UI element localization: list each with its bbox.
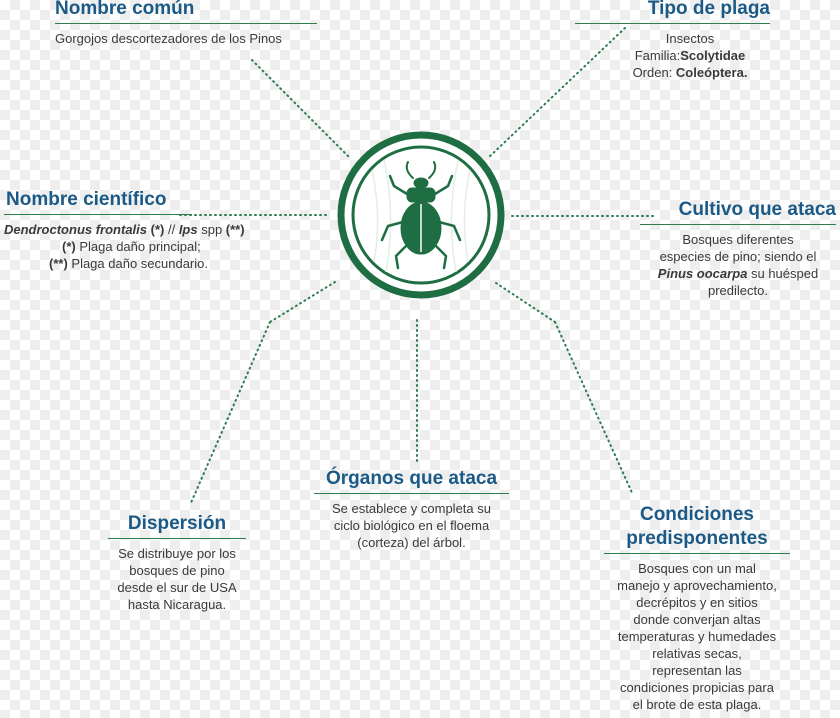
note2-text: Plaga daño secundario.	[67, 256, 208, 271]
node-title: Dispersión	[127, 513, 227, 534]
body-line: Se distribuye por los	[118, 546, 236, 561]
body-line-species	[4, 221, 284, 238]
node-organs-attacked	[314, 467, 509, 551]
node-body	[314, 500, 509, 551]
node-title: Condiciones	[639, 504, 754, 525]
node-title: Tipo de plaga	[647, 0, 770, 19]
node-body	[4, 221, 284, 272]
body-line: el brote de esta plaga.	[632, 697, 762, 712]
body-line: ciclo biológico en el floema	[333, 518, 490, 533]
body-line: representan las	[652, 663, 742, 678]
body-line: predilecto.	[708, 283, 768, 298]
note2-mark: (**)	[49, 256, 68, 271]
title-underline	[4, 214, 192, 215]
body-line: temperaturas y humedades	[617, 629, 777, 644]
body-line: donde converjan altas	[633, 612, 761, 627]
body-line: relativas secas,	[652, 646, 742, 661]
center-emblem	[341, 135, 501, 295]
note1-text: Plaga daño principal;	[75, 239, 201, 254]
body-line-family	[610, 47, 770, 64]
species-1-mark: (*)	[147, 222, 165, 237]
connector-predisposing	[496, 283, 555, 322]
body-line-host	[640, 265, 836, 282]
body-line: Gorgojos descortezadores de los Pinos	[55, 31, 282, 46]
body-line-note2	[4, 255, 284, 272]
node-dispersal	[108, 512, 246, 613]
body-line: hasta Nicaragua.	[127, 597, 227, 612]
body-line: Bosques diferentes	[682, 232, 794, 247]
order-value: Coleóptera.	[675, 65, 748, 80]
body-line-note1	[4, 238, 284, 255]
title-underline	[640, 224, 836, 225]
title-underline	[108, 538, 246, 539]
node-scientific-name	[4, 188, 284, 272]
node-common-name	[55, 0, 317, 47]
body-line: condiciones propicias para	[620, 680, 774, 695]
host-text: su huésped	[747, 266, 819, 281]
host-species: Pinus oocarpa	[657, 266, 748, 281]
species-2-mark: (**)	[225, 222, 245, 237]
node-predisposing	[604, 503, 790, 713]
family-label: Familia:	[634, 48, 681, 63]
body-line-order	[610, 64, 770, 81]
body-line: bosques de pino	[129, 563, 225, 578]
connector-dispersal	[270, 282, 335, 322]
title-underline	[55, 23, 317, 24]
body-line: especies de pino; siendo el	[659, 249, 817, 264]
body-line: Bosques con un mal	[638, 561, 756, 576]
body-line: desde el sur de USA	[117, 580, 237, 595]
title-underline	[314, 493, 509, 494]
connector-dispersal-long	[190, 322, 270, 505]
node-title-line2: predisponentes	[626, 528, 768, 549]
note1-mark: (*)	[62, 239, 76, 254]
species-2: Ips	[178, 222, 198, 237]
node-body	[604, 560, 790, 713]
node-body	[55, 30, 317, 47]
body-line: (corteza) del árbol.	[357, 535, 466, 550]
order-label: Orden:	[632, 65, 676, 80]
node-crop-attacked	[640, 198, 836, 299]
node-title: Nombre común	[55, 0, 195, 19]
body-line: manejo y aprovechamiento,	[617, 578, 777, 593]
connector-predisposing-long	[555, 322, 633, 495]
species-2-spp: spp	[197, 222, 226, 237]
body-line: Insectos	[665, 31, 715, 46]
species-separator: //	[164, 222, 179, 237]
title-underline	[575, 23, 770, 24]
body-line: Se establece y completa su	[332, 501, 491, 516]
node-title: Nombre científico	[6, 189, 167, 210]
family-value: Scolytidae	[680, 48, 746, 63]
node-title: Órganos que ataca	[325, 468, 498, 489]
node-body	[575, 30, 770, 81]
node-pest-type	[575, 0, 770, 81]
node-body	[108, 545, 246, 613]
title-underline	[604, 553, 790, 554]
species-1: Dendroctonus frontalis	[4, 222, 148, 237]
body-line: decrépitos y en sitios	[636, 595, 758, 610]
node-title: Cultivo que ataca	[678, 199, 836, 220]
connector-common-name	[252, 60, 350, 158]
node-body	[640, 231, 836, 299]
